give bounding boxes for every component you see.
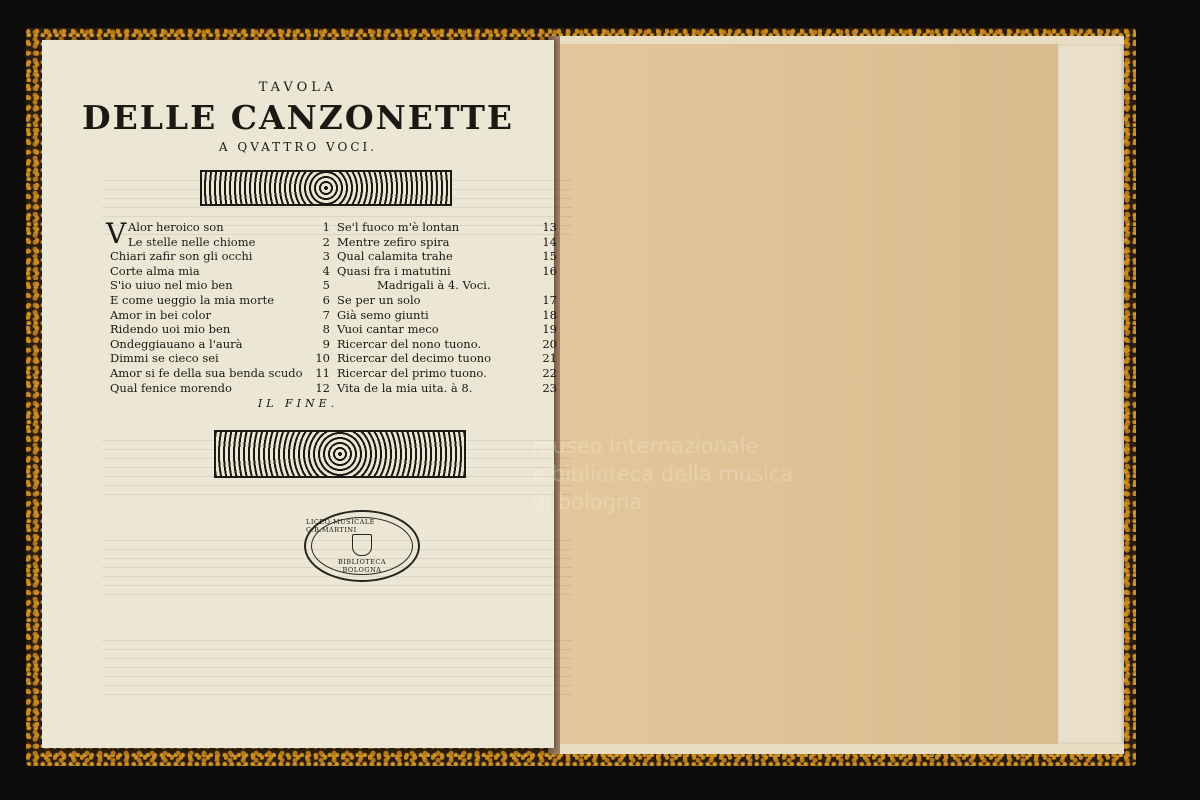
endpaper-flap <box>1058 44 1124 744</box>
toc-row: Ridendo uoi mio ben 8 <box>110 322 330 337</box>
toc-row: Le stelle nelle chiome 2 <box>128 234 330 249</box>
toc-row: Se per un solo 17 <box>337 292 557 307</box>
drop-cap: V <box>106 217 127 250</box>
stamp-ring <box>311 517 413 575</box>
page-kicker: TAVOLA <box>258 80 338 95</box>
toc-row: Già semo giunti 18 <box>337 307 557 322</box>
pastedown-sheet <box>556 44 1060 744</box>
watermark-line: e biblioteca della musica <box>532 462 794 486</box>
ornament-bottom-icon <box>214 430 466 478</box>
watermark <box>532 432 793 516</box>
toc-row: Corte alma mia 4 <box>110 263 330 278</box>
page-title: DELLE CANZONETTE <box>81 98 515 137</box>
watermark-line: di bologna <box>532 490 643 514</box>
show-through-staff <box>102 640 572 700</box>
toc-row: Ricercar del decimo tuono 21 <box>337 351 557 366</box>
library-stamp <box>304 510 420 582</box>
toc-row: Ricercar del nono tuono. 20 <box>337 336 557 351</box>
toc-row: S'io uiuo nel mio ben 5 <box>110 278 330 293</box>
toc-row: Mentre zefiro spira 14 <box>337 234 557 249</box>
toc-column-left <box>110 220 330 395</box>
madrigali-heading: Madrigali à 4. Voci. <box>377 278 491 293</box>
toc-row: Vuoi cantar meco 19 <box>337 322 557 337</box>
toc-row: Amor in bei color 7 <box>110 307 330 322</box>
closing-text: IL FINE. <box>257 397 339 410</box>
toc-row: Se'l fuoco m'è lontan 13 <box>337 220 557 234</box>
toc-row: Ondeggiauano a l'aurà 9 <box>110 336 330 351</box>
toc-row: Ricercar del primo tuono. 22 <box>337 365 557 380</box>
toc-row: Qual calamita trahe 15 <box>337 249 557 264</box>
toc-row: Amor si fe della sua benda scudo 11 <box>110 365 330 380</box>
toc-row: Qual fenice morendo 12 <box>110 380 330 395</box>
stamp-line-3: BOLOGNA <box>342 566 382 574</box>
watermark-line: museo internazionale <box>532 434 759 458</box>
toc-row: Vita de la mia uita. à 8. 23 <box>337 380 557 395</box>
toc-row: Chiari zafir son gli occhi 3 <box>110 249 330 264</box>
stamp-line-1: LICEO MUSICALE G.B.MARTINI <box>306 518 375 534</box>
ornament-top-icon <box>200 170 452 206</box>
toc-row: Dimmi se cieco sei 10 <box>110 351 330 366</box>
toc-column-right <box>337 220 557 395</box>
printed-page <box>42 40 557 748</box>
toc-row: Quasi fra i matutini 16 <box>337 263 557 278</box>
toc-row: E come ueggio la mia morte 6 <box>110 292 330 307</box>
stamp-line-2: BIBLIOTECA <box>337 558 387 566</box>
page-subtitle: A QVATTRO VOCI. <box>218 140 378 154</box>
toc-row: Alor heroico son 1 <box>128 220 330 234</box>
